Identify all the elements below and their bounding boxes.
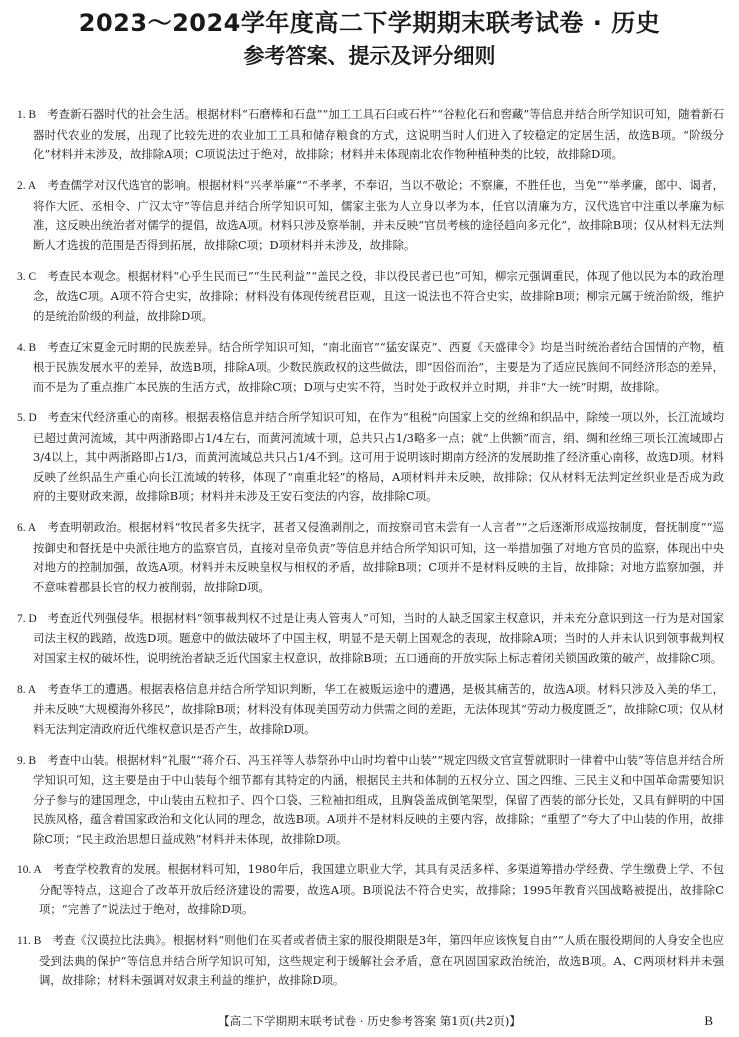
- answer-number: 1. B: [17, 109, 37, 122]
- answer-number: 2. A: [17, 180, 37, 193]
- answer-item-4: [17, 338, 724, 398]
- answer-number: 6. A: [17, 522, 37, 535]
- answer-item-8: [17, 680, 724, 740]
- answer-text: 考查儒学对汉代选官的影响。根据材料“兴孝举廉”“不孝孝，不奉诏，当以不敬论；不察廉，不胜任也，当免”“举孝廉，郎中、谒者，将作大匠、丞相令、广汉太守”等信息并结合所学知识可知，儒家主张为人立身以孝为本，任官以清廉为方，汉代选官中注重以孝廉为标准，这反映出统治者对儒学的提倡，故选A项。材料只涉及察举制，并未反映“官员考核的途径趋向多元化”，故排除B项；仅从材料无法判断人才选拔的范围是否得到拓展，故排除C项；D项材料并未涉及，故排除。: [33, 178, 724, 252]
- answer-item-3: [17, 267, 724, 327]
- answer-text: 考查新石器时代的社会生活。根据材料“石磨棒和石盘”“加工工具石臼或石杵”“谷粒化石和窖藏”等信息并结合所学知识可知，随着新石器时代农业的发展，出现了比较先进的农业加工工具和储存粮食的方式，这说明当时人们进入了较稳定的定居生活，故选B项。“阶级分化”材料并未涉及，故排除A项；C项说法过于绝对，故排除；材料并未体现南北农作物种植种类的比较，故排除D项。: [33, 107, 724, 162]
- answer-item-5: [17, 408, 724, 507]
- answer-number: 7. D: [17, 612, 37, 625]
- answer-item-6: [17, 518, 724, 597]
- answer-text: 考查辽宋夏金元时期的民族差异。结合所学知识可知，“南北面官”“猛安谋克”、西夏《天盛律令》均是当时统治者结合国情的产物，植根于民族发展水平的差异，故选B项，排除A项。少数民族政权的这些做法，即“因俗而治”，主要是为了适应民族间不同经济形态的差异，而不是为了重点推广本民族的生活方式，故排除C项；D项与史实不符，当时处于政权并立时期，并非“大一统”时期，故排除。: [33, 339, 724, 394]
- answer-text: 考查明朝政治。根据材料“牧民者多失抚字，甚者又侵渔剥削之，而按察司官未尝有一人言者”“之后逐渐形成巡按制度，督抚制度”“巡按御史和督抚是中央派往地方的监察官员，直接对皇帝负责”等信息并结合所学知识可知，这一举措加强了对地方官员的监察，体现出中央对地方的控制加强，故选A项。材料并未反映皇权与相权的矛盾，故排除B项；C项并不是材料反映的主旨，故排除；对地方监察加强，并不意味着郡县长官的权力被削弱，故排除D项。: [33, 520, 724, 594]
- answer-number: 9. B: [17, 754, 37, 767]
- page-title: 2023～2024学年度高二下学期期末联考试卷 · 历史: [78, 9, 661, 37]
- answer-number: 5. D: [17, 412, 37, 425]
- page-subtitle: 参考答案、提示及评分细则: [243, 44, 496, 68]
- answer-text: 考查民本观念。根据材料“心乎生民而已”“生民利益”“盖民之役，非以役民者已也”可知，柳宗元强调重民，体现了他以民为本的政治理念，故选C项。A项不符合史实，故排除；材料没有体现传统君臣观，且这一说法也不符合史实，故排除B项；柳宗元属于统治阶级，维护的是统治阶级的利益，故排除D项。: [33, 268, 724, 323]
- answer-number: 8. A: [17, 683, 37, 696]
- answer-number: 11. B: [17, 935, 42, 948]
- paper-version: B: [704, 1013, 713, 1028]
- footer-text: 【高二下学期期末联考试卷 · 历史参考答案 第1页(共2页)】: [218, 1014, 521, 1028]
- answer-text: 考查学校教育的发展。根据材料可知，1980年后，我国建立职业大学，其具有灵活多样、多渠道筹措办学经费、学生缴费上学、不包分配等特点，这迎合了改革开放后经济建设的需要，故选A项。B项说法不符合史实，故排除；1995年教育兴国战略被提出，故排除C项；“完善了”说法过于绝对，故排除D项。: [39, 862, 724, 917]
- answer-text: 考查中山装。根据材料“礼服”“蒋介石、冯玉祥等人恭祭孙中山时均着中山装”“规定四级文官宣誓就职时一律着中山装”等信息并结合所学知识可知，这主要是由于中山装每个细节都有其特定的内涵，根据民主共和体制的五权分立、国之四维、三民主义和中国革命需要知识分子参与的建国理念，中山装由五粒扣子、四个口袋、三粒袖扣组成，且胸袋盖成倒笔架型，保留了西装的部分长处，又具有鲜明的中国民族风格，蕴含着国家政治和文化认同的理念，故选B项。A项并不是材料反映的主要内容，故排除；“重塑了”夸大了中山装的作用，故排除C项；“民主政治思想日益成熟”材料并未体现，故排除D项。: [33, 752, 724, 846]
- answer-number: 10. A: [17, 864, 42, 877]
- answer-item-11: [17, 931, 724, 991]
- answer-item-2: [17, 176, 724, 255]
- answer-item-1: [17, 105, 724, 165]
- answer-text: 考查华工的遭遇。根据表格信息并结合所学知识判断，华工在被贩运途中的遭遇，是极其痛苦的，故选A项。材料只涉及入美的华工，并未反映“大规模海外移民”，故排除B项；材料没有体现美国劳动力供需之间的差距，无法体现其“劳动力极度匮乏”，故排除C项；仅从材料无法判定清政府近代维权意识是否产生，故排除D项。: [33, 681, 724, 736]
- answer-number: 4. B: [17, 341, 37, 354]
- answer-text: 考查近代列强侵华。根据材料“领事裁判权不过是让夷人管夷人”可知，当时的人缺乏国家主权意识，并未充分意识到这一行为是对国家司法主权的践踏，故选D项。题意中的做法破坏了中国主权，明显不是天朝上国观念的表现，故排除A项；当时的人并未认识到领事裁判权对国家主权的破坏性，说明统治者缺乏近代国家主权意识，故排除B项；五口通商的开放实际上标志着闭关锁国政策的破产，故排除C项。: [33, 610, 724, 665]
- answer-list: [17, 94, 724, 994]
- answer-number: 3. C: [17, 270, 37, 283]
- answer-text: 考查宋代经济重心的南移。根据表格信息并结合所学知识可知，在作为“租税”向国家上交的丝绵和织品中，除绫一项以外，长江流域均已超过黄河流域，其中两浙路即占1/4左右，而黄河流域十项，总共只占1/3略多一点；就“上供额”而言，绢、绸和丝绵三项长江流域即占3/4以上，其中两浙路即占1/3，而黄河流域总共只占1/4不到。这可用于说明该时期南方经济的发展助推了经济重心南移，故选D项。材料反映了丝织品生产重心向长江流域的转移，体现了“南重北轻”的格局，A项材料并未反映，故排除；仅从材料无法判定丝织业是否成为政府的主要财政来源，故排除B项；材料并未涉及王安石变法的内容，故排除C项。: [33, 410, 724, 504]
- answer-item-10: [17, 860, 724, 920]
- page-footer: [0, 1012, 739, 1030]
- answer-text: 考查《汉谟拉比法典》。根据材料“则他们在买者或者债主家的服役期限是3年，第四年应该恢复自由”“人质在服役期间的人身安全也应受到法典的保护”等信息并结合所学知识可知，这些规定利于缓解社会矛盾，意在巩固国家政治统治，故选B项。A、C两项材料并未强调，故排除；材料未强调对奴隶主利益的维护，故排除D项。: [39, 933, 724, 988]
- answer-item-7: [17, 609, 724, 669]
- answer-item-9: [17, 751, 724, 850]
